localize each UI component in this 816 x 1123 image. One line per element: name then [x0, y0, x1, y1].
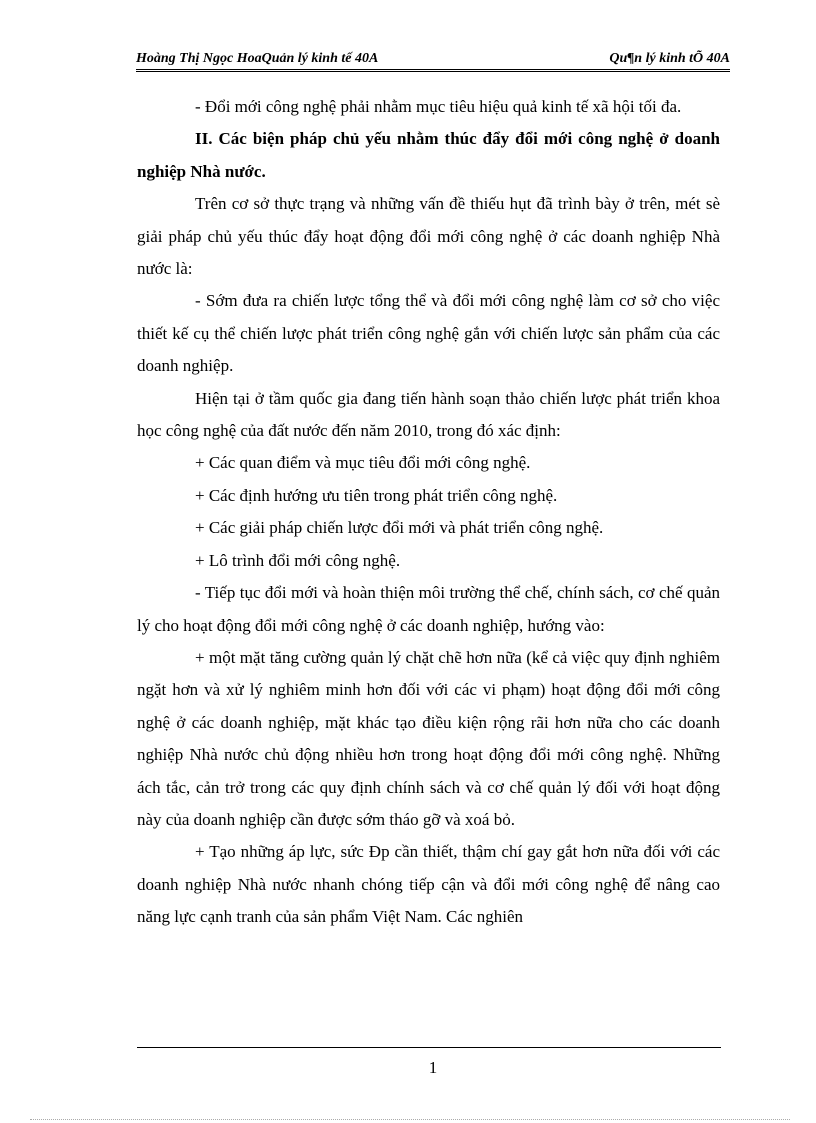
page-number: 1	[428, 1058, 438, 1077]
list-item: + Các định hướng ưu tiên trong phát triển công nghệ.	[195, 485, 558, 505]
section-heading: II. Các biện pháp chủ yếu nhằm thúc đẩy đổi mới công nghệ ở doanh nghiệp Nhà nước.	[137, 129, 720, 181]
list-item: + Các quan điểm và mục tiêu đổi mới công nghệ.	[195, 453, 531, 473]
paragraph-strategy: - Sớm đưa ra chiến lược tổng thể và đổi mới công nghệ làm cơ sở cho việc thiết kế cụ thể chiến lược phát triển công nghệ gắn với chiến lược sản phẩm của các doanh nghiệp.	[137, 291, 720, 376]
paragraph-pressure: + Tạo những áp lực, sức Ðp cần thiết, thậm chí gay gắt hơn nữa đối với các doanh nghiệp Nhà nước nhanh chóng tiếp cận và đổi mới công nghệ để nâng cao năng lực cạnh tranh của sản phẩm Việt Nam. Các nghiên	[137, 842, 720, 927]
header-right-text: Qu¶n lý kinh tÕ 40A	[609, 51, 730, 66]
header-left-text: Hoàng Thị Ngọc HoaQuản lý kinh tế 40A	[136, 51, 379, 66]
paragraph-intro: Trên cơ sở thực trạng và những vấn đề thiếu hụt đã trình bày ở trên, mét sè giải pháp chủ yếu thúc đẩy hoạt động đổi mới công nghệ ở các doanh nghiệp Nhà nước là:	[137, 194, 720, 279]
paragraph-institutions: - Tiếp tục đổi mới và hoàn thiện môi trường thể chế, chính sách, cơ chế quản lý cho hoạt động đổi mới công nghệ ở các doanh nghiệp, hướng vào:	[137, 583, 720, 635]
list-item: + Các giải pháp chiến lược đổi mới và phát triển công nghệ.	[195, 518, 604, 538]
document-body	[137, 91, 720, 934]
list-item: + Lô trình đổi mới công nghệ.	[195, 550, 401, 570]
footer-divider	[137, 1047, 721, 1048]
paragraph-goal: - Đổi mới công nghệ phải nhằm mục tiêu hiệu quả kinh tế xã hội tối đa.	[195, 97, 682, 116]
page-bottom-edge	[30, 1119, 790, 1120]
page-header	[136, 49, 730, 72]
paragraph-management: + một mặt tăng cường quản lý chặt chẽ hơn nữa (kể cả việc quy định nghiêm ngặt hơn và xử lý nghiêm minh hơn đối với các vi phạm) hoạt động đổi mới công nghệ ở các doanh nghiệp, mặt khác tạo điều kiện rộng rãi hơn nữa cho các doanh nghiệp Nhà nước chủ động nhiều hơn trong hoạt động đổi mới công nghệ. Những ách tắc, cản trở trong các quy định chính sách và cơ chế quản lý đối với hoạt động này của doanh nghiệp cần được sớm tháo gỡ và xoá bỏ.	[137, 647, 720, 829]
paragraph-national: Hiện tại ở tầm quốc gia đang tiến hành soạn thảo chiến lược phát triển khoa học công nghệ của đất nước đến năm 2010, trong đó xác định:	[137, 388, 720, 441]
